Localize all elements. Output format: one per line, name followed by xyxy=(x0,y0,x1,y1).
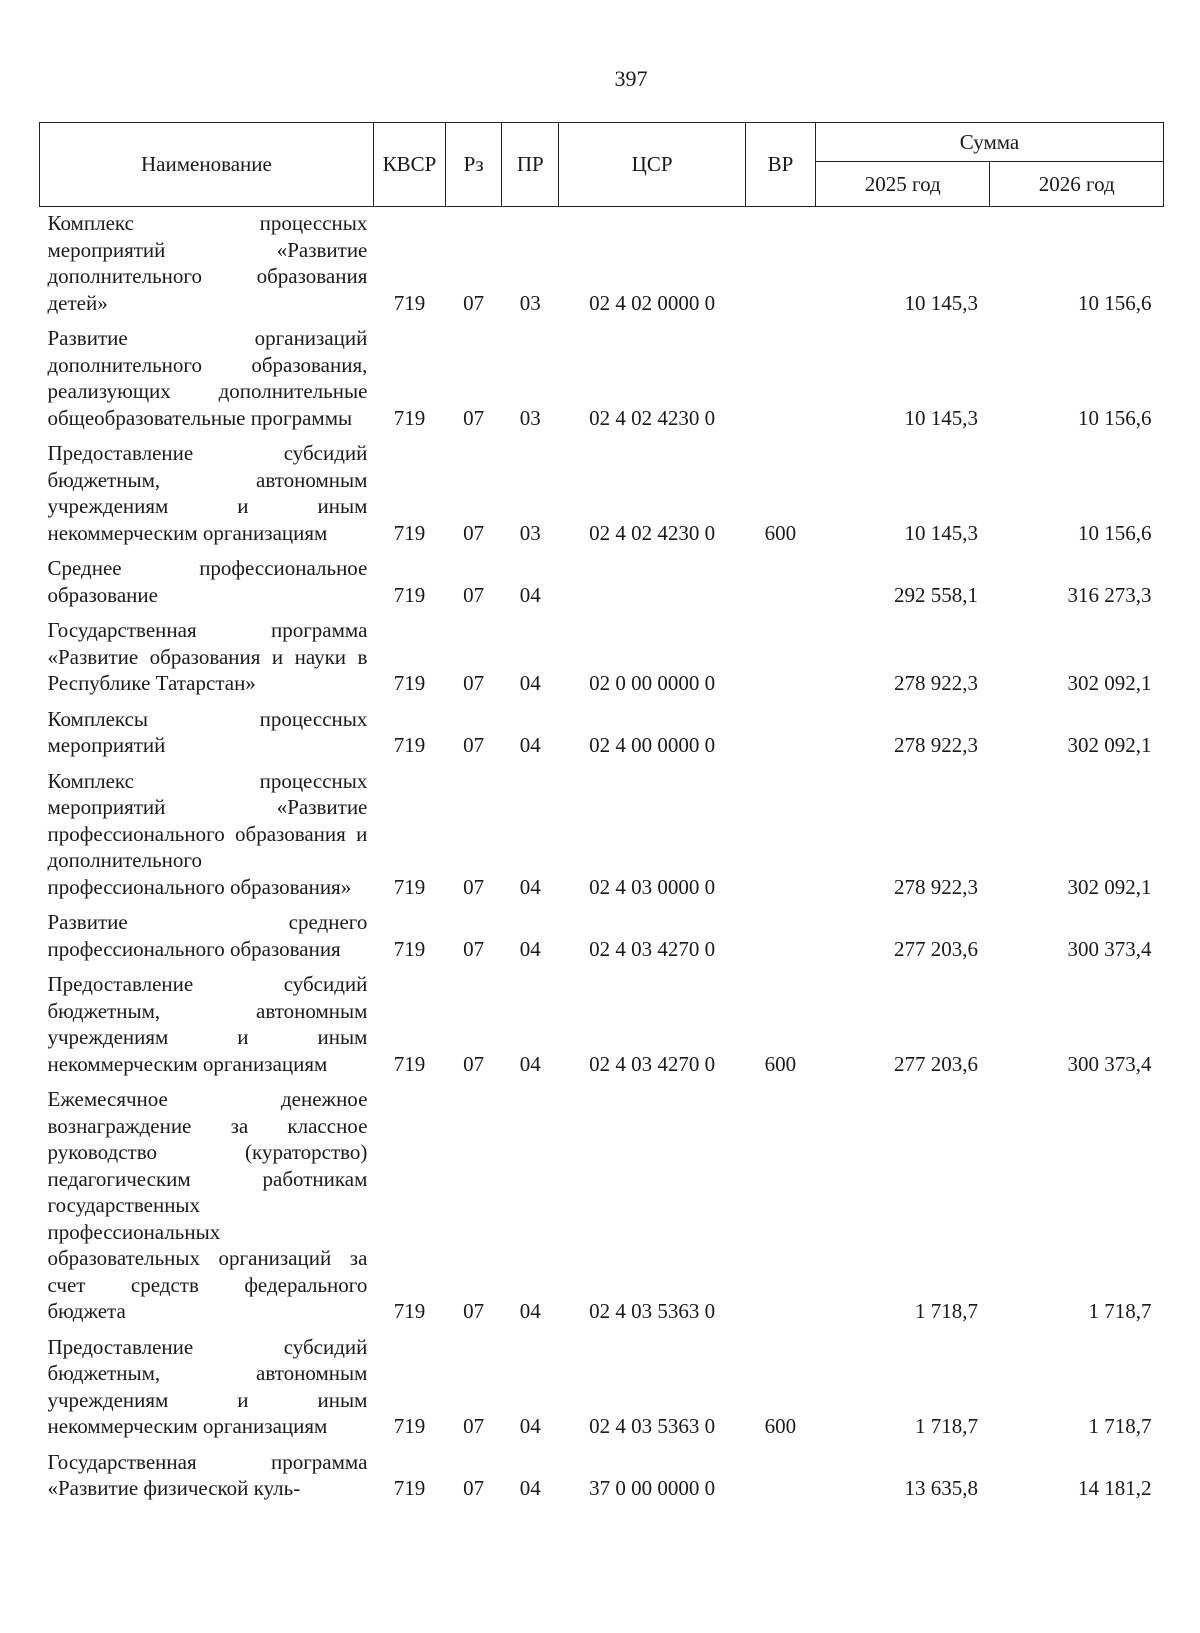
row-amount-2026: 1 718,7 xyxy=(1088,1414,1152,1438)
row-pr: 04 xyxy=(519,1476,541,1500)
row-name: Предоставление субсидий бюджетным, автономным учреждениям и иным некоммерческим организациям xyxy=(47,1334,368,1438)
table-row xyxy=(40,437,1164,552)
row-amount-2025: 13 635,8 xyxy=(904,1476,978,1500)
row-csr: 37 0 00 0000 0 xyxy=(589,1476,716,1500)
table-body xyxy=(40,207,1164,1508)
row-amount-2026: 316 273,3 xyxy=(1067,582,1152,607)
row-csr: 02 4 00 0000 0 xyxy=(589,733,716,757)
row-vr xyxy=(745,322,815,437)
budget-table xyxy=(39,122,1164,1508)
row-amount-2026: 300 373,4 xyxy=(1067,1051,1152,1076)
header-vr: ВР xyxy=(745,123,815,207)
table-row xyxy=(40,614,1164,703)
table-header xyxy=(40,123,1164,207)
row-rz: 07 xyxy=(463,405,485,430)
row-name: Государственная программа «Развитие образования и науки в Республике Татарстан» xyxy=(47,618,368,695)
row-pr: 04 xyxy=(519,1299,541,1323)
row-pr: 04 xyxy=(519,1051,541,1076)
row-amount-2025: 1 718,7 xyxy=(914,1414,978,1438)
row-csr: 02 4 03 4270 0 xyxy=(589,936,716,961)
row-kvsr: 719 xyxy=(393,1414,426,1438)
row-vr: 600 xyxy=(764,1414,797,1438)
header-csr: ЦСР xyxy=(559,123,745,207)
row-pr: 04 xyxy=(519,733,541,757)
row-amount-2026: 14 181,2 xyxy=(1078,1476,1152,1500)
row-name: Комплекс процессных мероприятий «Развитие профессионального образования и дополнительного профессионального образования» xyxy=(47,768,368,899)
row-pr: 04 xyxy=(519,874,541,899)
row-amount-2026: 10 156,6 xyxy=(1078,405,1152,430)
row-amount-2025: 278 922,3 xyxy=(893,874,978,899)
row-vr xyxy=(745,906,815,968)
row-name: Среднее профессиональное образование xyxy=(47,556,368,607)
row-amount-2025: 1 718,7 xyxy=(914,1299,978,1323)
table-row xyxy=(40,906,1164,968)
row-csr: 02 4 02 4230 0 xyxy=(589,520,716,545)
row-vr xyxy=(745,703,815,765)
row-name: Государственная программа «Развитие физической куль- xyxy=(47,1449,368,1500)
row-kvsr: 719 xyxy=(393,405,426,430)
row-rz: 07 xyxy=(463,1476,485,1500)
row-name: Комплекс процессных мероприятий «Развитие дополнительного образования детей» xyxy=(47,211,368,315)
table-row xyxy=(40,703,1164,765)
row-rz: 07 xyxy=(463,582,485,607)
row-csr: 02 4 03 5363 0 xyxy=(589,1414,716,1438)
row-kvsr: 719 xyxy=(393,290,426,315)
header-rz: Рз xyxy=(446,123,502,207)
table-row xyxy=(40,765,1164,907)
row-rz: 07 xyxy=(463,733,485,757)
header-pr: ПР xyxy=(502,123,559,207)
row-csr: 02 4 03 4270 0 xyxy=(589,1051,716,1076)
row-amount-2026: 1 718,7 xyxy=(1088,1299,1152,1323)
table-row xyxy=(40,207,1164,323)
row-amount-2025: 10 145,3 xyxy=(904,290,978,315)
row-amount-2026: 10 156,6 xyxy=(1078,520,1152,545)
row-kvsr: 719 xyxy=(393,582,426,607)
table-row xyxy=(40,968,1164,1083)
row-csr: 02 4 02 0000 0 xyxy=(589,290,716,315)
table-row xyxy=(40,1083,1164,1331)
row-rz: 07 xyxy=(463,1051,485,1076)
header-sum: Сумма xyxy=(816,123,1164,162)
row-amount-2026: 302 092,1 xyxy=(1067,733,1152,757)
row-rz: 07 xyxy=(463,1414,485,1438)
header-year-2025: 2025 год xyxy=(816,162,990,207)
row-csr: 02 0 00 0000 0 xyxy=(589,671,716,695)
row-amount-2026: 302 092,1 xyxy=(1067,874,1152,899)
table-row xyxy=(40,322,1164,437)
row-name: Предоставление субсидий бюджетным, автономным учреждениям и иным некоммерческим организациям xyxy=(47,441,368,545)
row-kvsr: 719 xyxy=(393,1299,426,1323)
row-amount-2025: 277 203,6 xyxy=(893,936,978,961)
row-pr: 04 xyxy=(519,582,541,607)
row-kvsr: 719 xyxy=(393,936,426,961)
row-pr: 04 xyxy=(519,1414,541,1438)
header-kvsr: КВСР xyxy=(373,123,445,207)
row-vr: 600 xyxy=(764,520,797,545)
row-vr: 600 xyxy=(764,1051,797,1076)
table-row xyxy=(40,1331,1164,1446)
row-name: Развитие среднего профессионального образования xyxy=(47,910,368,961)
row-amount-2026: 300 373,4 xyxy=(1067,936,1152,961)
row-csr xyxy=(559,552,745,614)
row-name: Комплексы процессных мероприятий xyxy=(47,706,368,757)
row-pr: 03 xyxy=(519,520,541,545)
row-vr xyxy=(745,1083,815,1331)
row-kvsr: 719 xyxy=(393,520,426,545)
row-amount-2025: 278 922,3 xyxy=(893,733,978,757)
row-vr xyxy=(745,552,815,614)
table-row xyxy=(40,552,1164,614)
row-rz: 07 xyxy=(463,520,485,545)
row-rz: 07 xyxy=(463,936,485,961)
row-kvsr: 719 xyxy=(393,671,426,695)
row-kvsr: 719 xyxy=(393,874,426,899)
row-csr: 02 4 03 5363 0 xyxy=(589,1299,716,1323)
row-pr: 04 xyxy=(519,936,541,961)
row-pr: 03 xyxy=(519,405,541,430)
row-amount-2026: 10 156,6 xyxy=(1078,290,1152,315)
row-name: Предоставление субсидий бюджетным, автономным учреждениям и иным некоммерческим организациям xyxy=(47,972,368,1076)
row-amount-2025: 278 922,3 xyxy=(893,671,978,695)
header-name: Наименование xyxy=(40,123,374,207)
table-row xyxy=(40,1446,1164,1508)
row-vr xyxy=(745,765,815,907)
row-amount-2025: 277 203,6 xyxy=(893,1051,978,1076)
row-vr xyxy=(745,207,815,323)
header-year-2026: 2026 год xyxy=(990,162,1164,207)
page-number: 397 xyxy=(614,66,648,91)
row-vr xyxy=(745,614,815,703)
row-csr: 02 4 03 0000 0 xyxy=(589,874,716,899)
row-amount-2025: 10 145,3 xyxy=(904,520,978,545)
row-kvsr: 719 xyxy=(393,733,426,757)
row-rz: 07 xyxy=(463,671,485,695)
row-pr: 03 xyxy=(519,290,541,315)
row-amount-2026: 302 092,1 xyxy=(1067,671,1152,695)
row-kvsr: 719 xyxy=(393,1051,426,1076)
row-rz: 07 xyxy=(463,874,485,899)
row-name: Развитие организаций дополнительного образования, реализующих дополнительные общеобразовательные программы xyxy=(47,326,368,430)
row-vr xyxy=(745,1446,815,1508)
row-csr: 02 4 02 4230 0 xyxy=(589,405,716,430)
row-pr: 04 xyxy=(519,671,541,695)
row-rz: 07 xyxy=(463,1299,485,1323)
row-name: Ежемесячное денежное вознаграждение за классное руководство (кураторство) педагогическим работникам государственных профессиональных образовательных организаций за счет средств федерального бюджета xyxy=(47,1087,368,1323)
row-rz: 07 xyxy=(463,290,485,315)
row-amount-2025: 292 558,1 xyxy=(893,582,978,607)
row-kvsr: 719 xyxy=(393,1476,426,1500)
row-amount-2025: 10 145,3 xyxy=(904,405,978,430)
